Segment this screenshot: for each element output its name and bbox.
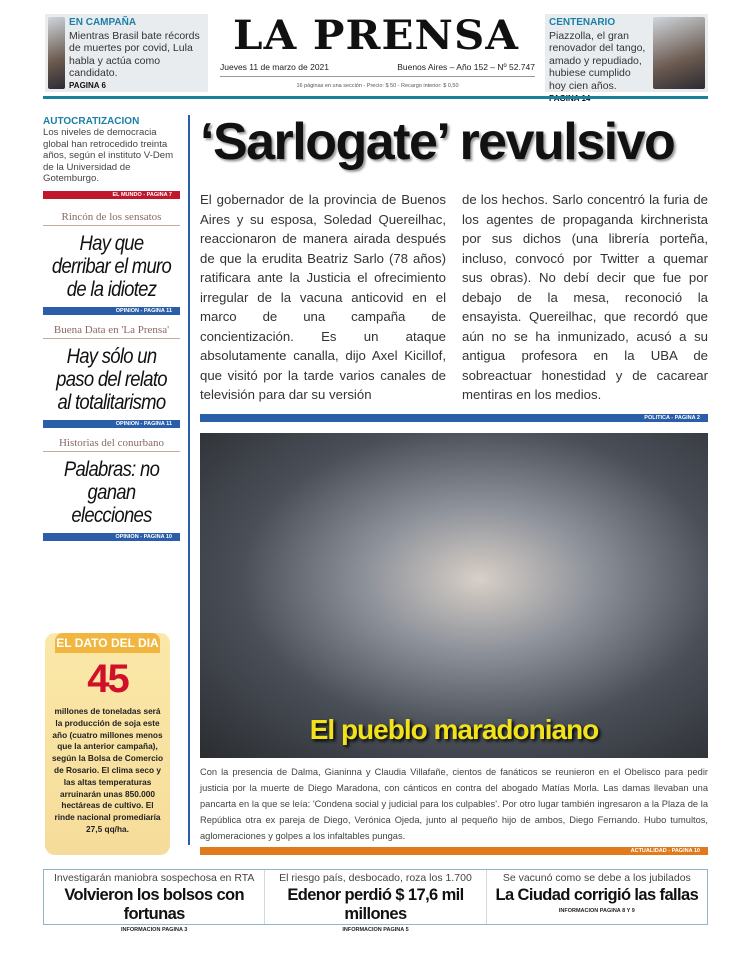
section-bar: OPINION - PAGINA 11 xyxy=(43,420,180,428)
bottom-story[interactable] xyxy=(44,870,265,933)
main-headline[interactable]: ‘Sarlogate’ revulsivo xyxy=(200,113,675,171)
story-page: INFORMACION PAGINA 8 Y 9 xyxy=(558,908,635,914)
opinion-section: Historias del conurbano xyxy=(43,437,180,452)
section-bar: POLITICA - PAGINA 2 xyxy=(200,414,708,422)
edition-info: Buenos Aires – Año 152 – Nº 52.747 xyxy=(397,62,535,72)
section-bar: ACTUALIDAD - PAGINA 10 xyxy=(200,847,708,855)
story-kicker: Investigarán maniobra sospechosa en RTA xyxy=(53,872,255,884)
story-title: Volvieron los bolsos con fortunas xyxy=(64,886,244,923)
section-bar: OPINION - PAGINA 10 xyxy=(43,533,180,541)
dato-text: millones de toneladas será la producción de soja este año (cuatro millones menos que la anterior campaña), según la Bolsa de Comercio de Rosario. El clima seco y las altas temperaturas arruinarán unas 850.000 hectáreas de cultivo. El rinde nacional promediaría 27,5 qq/ha. xyxy=(51,706,164,834)
sidebar xyxy=(43,116,180,541)
newspaper-logo: LA PRENSA xyxy=(232,12,519,59)
dateline xyxy=(220,62,535,77)
story-page: INFORMACION PAGINA 5 xyxy=(342,927,409,933)
opinion-title: Hay sólo un paso del relato al totalitarismo xyxy=(56,344,167,414)
issue-date: Jueves 11 de marzo de 2021 xyxy=(220,62,329,72)
main-photo[interactable] xyxy=(200,433,708,758)
section-bar: EL MUNDO - PAGINA 7 xyxy=(43,191,180,199)
header-rule xyxy=(43,96,708,99)
teaser-text: Piazzolla, el gran renovador del tango, amado y repudiado, hubiese cumplido hoy cien años. xyxy=(549,29,646,92)
dato-number: 45 xyxy=(87,657,128,701)
autocrat-text[interactable]: Los niveles de democracia global han retrocedido treinta años, según el instituto V-Dem de la Universidad de Gotemburgo. xyxy=(43,127,174,185)
article-col-2: de los hechos. Sarlo concentró la furia de los agentes de propaganda kirchnerista por sus dichos (una librería porteña, incluso, convocó por Twitter a quemar sus obras). No debí decir que fue por debajo de la mesa, reconoció la ensayista. Quereilhac, que recordó que aún no se ha inmunizado, acusó a su antigua profesora en la UBA de sobreactuar honestidad y de cacarear mentiras en los medios. xyxy=(462,192,708,402)
dato-title: EL DATO DEL DIA xyxy=(55,633,160,653)
bottom-story[interactable] xyxy=(487,870,707,924)
bottom-strip xyxy=(43,869,708,933)
story-title: La Ciudad corrigió las fallas xyxy=(495,886,699,904)
teaser-text: Mientras Brasil bate récords de muertes por covid, Lula habla y actúa como candidato. xyxy=(69,29,200,80)
article-col-1: El gobernador de la provincia de Buenos Aires y su esposa, Soledad Quereilhac, reaccionaron de manera airada después de que la erudita Beatriz Sarlo (78 años) ratificara ante la Justicia el ofrecimiento irregular de la vacuna anticovid en el marco de una campaña de concientización. Es un ataque absolutamente canalla, dijo Axel Kicillof, que visitó por la tarde varios canales de televisión para dar su versión xyxy=(200,192,446,402)
opinion-item[interactable] xyxy=(43,324,180,428)
dato-del-dia[interactable] xyxy=(45,633,170,855)
teaser-kicker: EN CAMPAÑA xyxy=(69,17,137,28)
bottom-story[interactable] xyxy=(265,870,486,933)
opinion-item[interactable] xyxy=(43,211,180,315)
opinion-section: Buena Data en 'La Prensa' xyxy=(43,324,180,339)
lula-photo xyxy=(48,17,65,89)
teaser-kicker: CENTENARIO xyxy=(549,17,616,28)
autocrat-kicker: AUTOCRATIZACION xyxy=(43,116,140,127)
photo-caption: Con la presencia de Dalma, Gianinna y Claudia Villafañe, cientos de fanáticos se reunieron en el Obelisco para pedir justicia por la muerte de Diego Maradona, con cánticos en contra del abogado Matías Morla. Las damas llevaban una pancarta en la que se leía: 'Condena social y judicial para los culpables'. Por otro lugar también ingresaron a la Plaza de la República otra ex pareja de Diego, Verónica Ojeda, junto al pequeño hijo de ambos, Diego Fernando. Hubo tumultos, aglomeraciones y golpes a los infaltables pungas. xyxy=(200,767,708,841)
photo-headline: El pueblo maradoniano xyxy=(309,714,599,745)
teaser-page: PAGINA 6 xyxy=(69,80,106,90)
opinion-section: Rincón de los sensatos xyxy=(43,211,180,226)
opinion-item[interactable] xyxy=(43,437,180,541)
opinion-title: Hay que derribar el muro de la idiotez xyxy=(51,231,172,301)
left-teaser[interactable] xyxy=(45,14,208,92)
story-kicker: Se vacunó como se debe a los jubilados xyxy=(502,872,691,884)
story-title: Edenor perdió $ 17,6 mil millones xyxy=(287,886,464,923)
column-divider xyxy=(188,115,190,845)
story-page: INFORMACION PAGINA 3 xyxy=(121,927,188,933)
right-teaser[interactable] xyxy=(545,14,708,92)
story-kicker: El riesgo país, desbocado, roza los 1.700 xyxy=(279,872,472,884)
opinion-title: Palabras: no ganan elecciones xyxy=(63,457,160,527)
price-line: 16 páginas en una sección - Precio: $ 50 - Recargo interior: $ 0,50 xyxy=(296,83,459,89)
piazzolla-photo xyxy=(653,17,705,89)
section-bar: OPINION - PAGINA 11 xyxy=(43,307,180,315)
